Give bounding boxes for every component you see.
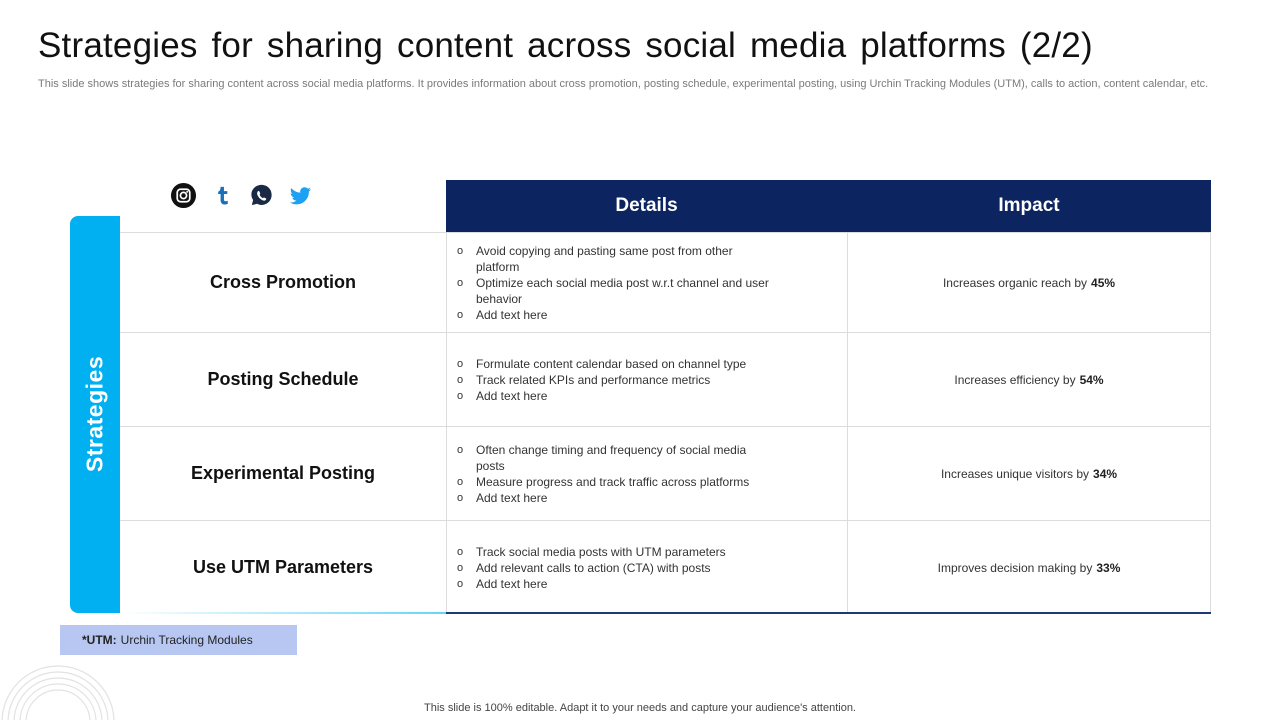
detail-item: o Track social media posts with UTM parameters [457,544,776,560]
impact-cell [847,233,1211,332]
header-impact: Impact [847,180,1211,232]
table-bottom-border-left [120,612,446,614]
strategies-table [120,180,1211,614]
page-subtitle: This slide shows strategies for sharing content across social media platforms. It provides information about cross promotion, posting schedule, experimental posting, using Urchin Tracking Modules (UTM), calls to action, content calendar, etc. [38,78,1209,90]
details-cell [446,333,847,426]
detail-item: o Optimize each social media post w.r.t channel and user behavior [457,275,776,307]
detail-item: o Add text here [457,388,776,404]
strategy-name: Posting Schedule [207,369,359,389]
detail-item: o Add text here [457,490,776,506]
details-cell [446,427,847,520]
table-row [120,232,1211,332]
impact-text: Increases unique visitors by [940,466,1090,481]
detail-item: o Often change timing and frequency of social media posts [457,442,776,474]
detail-item: o Measure progress and track traffic across platforms [457,474,776,490]
table-bottom-border [120,612,1211,614]
footnote-text: Urchin Tracking Modules [120,633,253,647]
table-row [120,426,1211,520]
footnote-box [60,625,297,655]
table-row [120,520,1211,614]
impact-text: Increases efficiency by [954,372,1076,387]
impact-text: Improves decision making by [937,560,1093,575]
impact-text: Increases organic reach by [942,275,1088,290]
impact-cell [847,427,1211,520]
impact-value: 45% [1091,275,1116,290]
footnote-term: *UTM: [82,633,117,647]
details-list [457,356,776,404]
detail-item: o Formulate content calendar based on channel type [457,356,776,372]
strategy-name: Use UTM Parameters [192,557,374,577]
impact-cell [847,521,1211,614]
detail-item: o Track related KPIs and performance metrics [457,372,776,388]
details-list [457,442,776,506]
detail-item: o Add relevant calls to action (CTA) with posts [457,560,776,576]
page-title: Strategies for sharing content across social media platforms (2/2) [38,26,1093,65]
details-list [457,544,776,592]
detail-item: o Avoid copying and pasting same post from other platform [457,243,776,275]
details-cell [446,521,847,614]
detail-item: o Add text here [457,576,776,592]
details-list [457,243,776,323]
impact-cell [847,333,1211,426]
detail-item: o Add text here [457,307,776,323]
strategy-name: Cross Promotion [209,272,356,292]
table-bottom-border-right [446,612,1211,614]
header-details: Details [446,180,847,232]
impact-value: 34% [1093,466,1118,481]
footer-note: This slide is 100% editable. Adapt it to your needs and capture your audience's attention. [424,702,856,714]
strategy-name: Experimental Posting [190,463,376,483]
impact-value: 33% [1096,560,1121,575]
table-row [120,332,1211,426]
impact-value: 54% [1079,372,1104,387]
strategies-side-label: Strategies [81,355,108,473]
details-cell [446,233,847,332]
